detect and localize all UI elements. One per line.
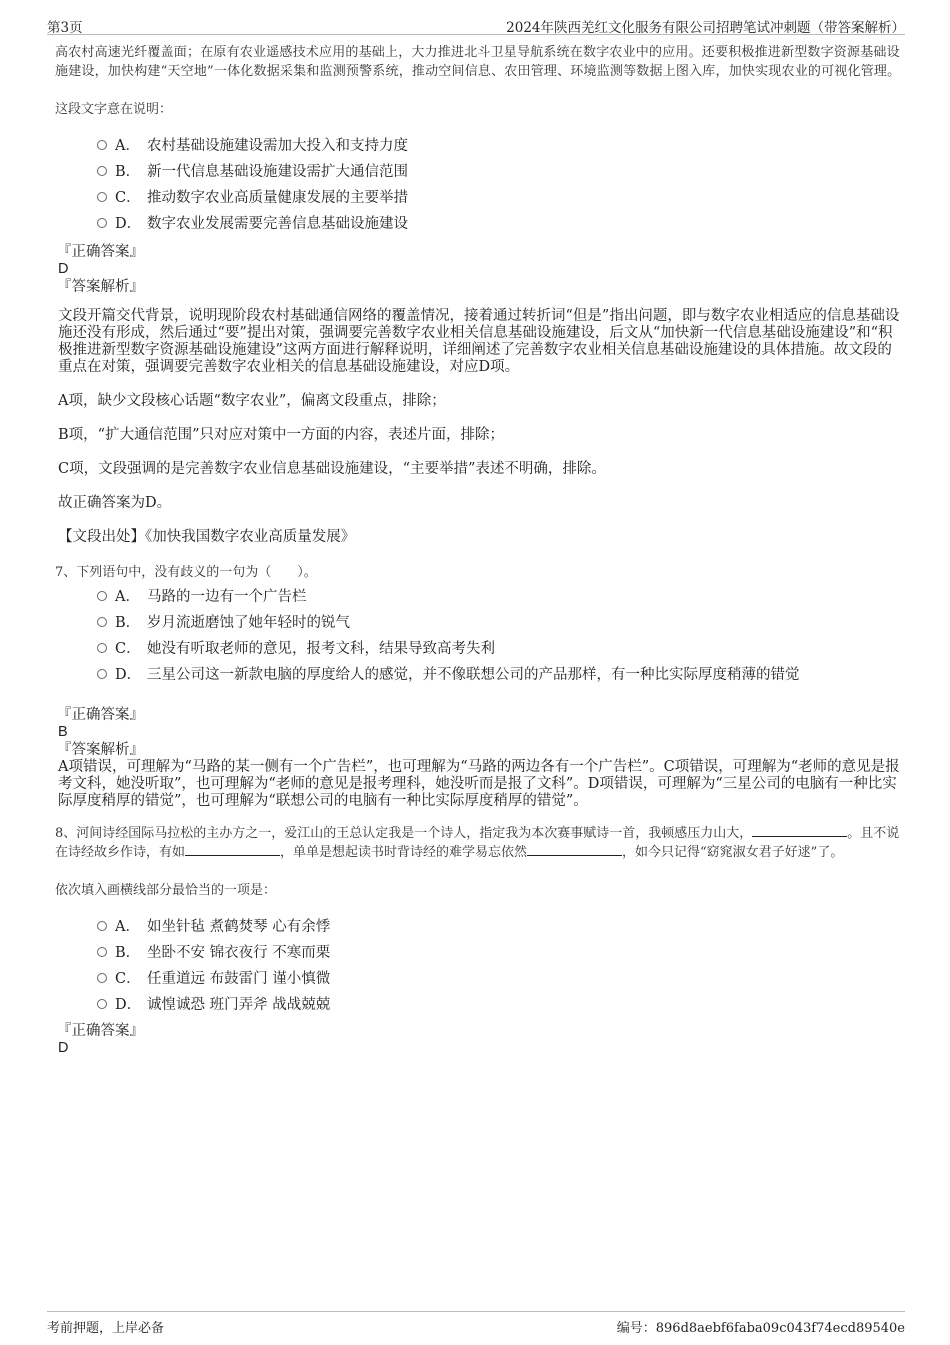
radio-icon[interactable]: [97, 140, 107, 150]
q8-answer-label: 『正确答案』: [57, 1023, 144, 1039]
q7-option-b[interactable]: B． 岁月流逝磨蚀了她年轻时的锐气: [97, 610, 903, 636]
q7-stem: 7、下列语句中，没有歧义的一句为（ ）。: [55, 565, 317, 580]
q6-prompt: 这段文字意在说明：: [55, 102, 173, 117]
page-footer: [47, 1311, 905, 1338]
q6-source: 【文段出处】《加快我国数字农业高质量发展》: [58, 529, 356, 545]
q6-analysis-conclusion: 故正确答案为D。: [58, 495, 172, 511]
document-code: 编号：896d8aebf6faba09c043f74ecd89540e: [616, 1321, 905, 1336]
radio-icon[interactable]: [97, 999, 107, 1009]
q6-answer: D: [58, 261, 69, 277]
q6-answer-label: 『正确答案』: [57, 244, 144, 260]
radio-icon[interactable]: [97, 973, 107, 983]
q7-analysis-label: 『答案解析』: [57, 742, 144, 758]
radio-icon[interactable]: [97, 921, 107, 931]
page-header: [47, 14, 905, 35]
q8-blank-1: [752, 824, 847, 837]
radio-icon[interactable]: [97, 669, 107, 679]
q8-blank-2: [185, 843, 280, 856]
q8-options: [97, 914, 903, 1018]
q7-answer: B: [58, 724, 68, 740]
q7-answer-label: 『正确答案』: [57, 707, 144, 723]
q8-option-b[interactable]: B． 坐卧不安 锦衣夜行 不寒而栗: [97, 940, 903, 966]
q7-analysis: A项错误，可理解为“马路的某一侧有一个广告栏”，也可理解为“马路的两边各有一个广告栏”。C项错误，可理解为“老师的意见是报考文科，她没听取”，也可理解为“老师的意见是报考理科，她没听而是报了文科”。D项错误，可理解为“三星公司的电脑有一种比实际厚度稍厚的错觉”，也可理解为“联想公司的电脑有一种比实际厚度稍厚的错觉”。: [58, 759, 900, 809]
q6-analysis-label: 『答案解析』: [57, 279, 144, 295]
radio-icon[interactable]: [97, 617, 107, 627]
q8-stem: 8、河间诗经国际马拉松的主办方之一，爱江山的王总认定我是一个诗人，指定我为本次赛事赋诗一首，我顿感压力山大， 。且不说在诗经故乡作诗，有如 ，单单是想起读书时背诗经的难学易忘依然 ，如今只记得“窈窕淑女君子好逑”了。: [55, 826, 900, 860]
radio-icon[interactable]: [97, 218, 107, 228]
q8-option-d[interactable]: D． 诚惶诚恐 班门弄斧 战战兢兢: [97, 992, 903, 1018]
q6-option-d[interactable]: D． 数字农业发展需要完善信息基础设施建设: [97, 211, 903, 237]
q6-analysis-c: C项，文段强调的是完善数字农业信息基础设施建设，“主要举措”表述不明确，排除。: [58, 461, 606, 477]
q7-option-d[interactable]: D． 三星公司这一新款电脑的厚度给人的感觉，并不像联想公司的产品那样，有一种比实际厚度稍薄的错觉: [97, 662, 903, 688]
q6-options: [97, 133, 903, 237]
q7-option-a[interactable]: A． 马路的一边有一个广告栏: [97, 584, 903, 610]
q6-analysis-main: 文段开篇交代背景，说明现阶段农村基础通信网络的覆盖情况，接着通过转折词“但是”指出问题，即与数字农业相适应的信息基础设施还没有形成，然后通过“要”提出对策，强调要完善数字农业相关信息基础设施建设，后文从“加快新一代信息基础设施建设”和“积极推进新型数字资源基础设施建设”这两方面进行解释说明，详细阐述了完善数字农业相关信息基础设施建设的具体措施。故文段的重点在对策，强调要完善数字农业相关的信息基础设施建设，对应D项。: [58, 308, 900, 375]
q8-option-c[interactable]: C． 任重道远 布鼓雷门 谨小慎微: [97, 966, 903, 992]
q8-blank-3: [527, 843, 622, 856]
page-content: [55, 43, 903, 1057]
document-title: 2024年陕西羌红文化服务有限公司招聘笔试冲刺题（带答案解析）: [506, 20, 905, 36]
radio-icon[interactable]: [97, 166, 107, 176]
radio-icon[interactable]: [97, 192, 107, 202]
q7-option-c[interactable]: C． 她没有听取老师的意见，报考文科，结果导致高考失利: [97, 636, 903, 662]
q8-prompt: 依次填入画横线部分最恰当的一项是：: [55, 883, 277, 898]
q6-option-b[interactable]: B． 新一代信息基础设施建设需扩大通信范围: [97, 159, 903, 185]
q6-analysis-a: A项，缺少文段核心话题“数字农业”，偏离文段重点，排除；: [58, 393, 446, 409]
q7-options: [97, 584, 903, 688]
radio-icon[interactable]: [97, 947, 107, 957]
q6-option-c[interactable]: C． 推动数字农业高质量健康发展的主要举措: [97, 185, 903, 211]
radio-icon[interactable]: [97, 591, 107, 601]
q6-option-a[interactable]: A． 农村基础设施建设需加大投入和支持力度: [97, 133, 903, 159]
q8-answer: D: [58, 1040, 69, 1056]
q6-analysis-b: B项，“扩大通信范围”只对应对策中一方面的内容，表述片面，排除；: [58, 427, 504, 443]
footer-slogan: 考前押题，上岸必备: [47, 1321, 165, 1336]
page-number: 第3页: [47, 20, 83, 36]
q8-option-a[interactable]: A． 如坐针毡 煮鹤焚琴 心有余悸: [97, 914, 903, 940]
radio-icon[interactable]: [97, 643, 107, 653]
q6-passage: 高农村高速光纤覆盖面；在原有农业遥感技术应用的基础上，大力推进北斗卫星导航系统在数字农业中的应用。还要积极推进新型数字资源基础设施建设，加快构建“天空地”一体化数据采集和监测预警系统，推动空间信息、农田管理、环境监测等数据上图入库，加快实现农业的可视化管理。: [55, 45, 901, 79]
